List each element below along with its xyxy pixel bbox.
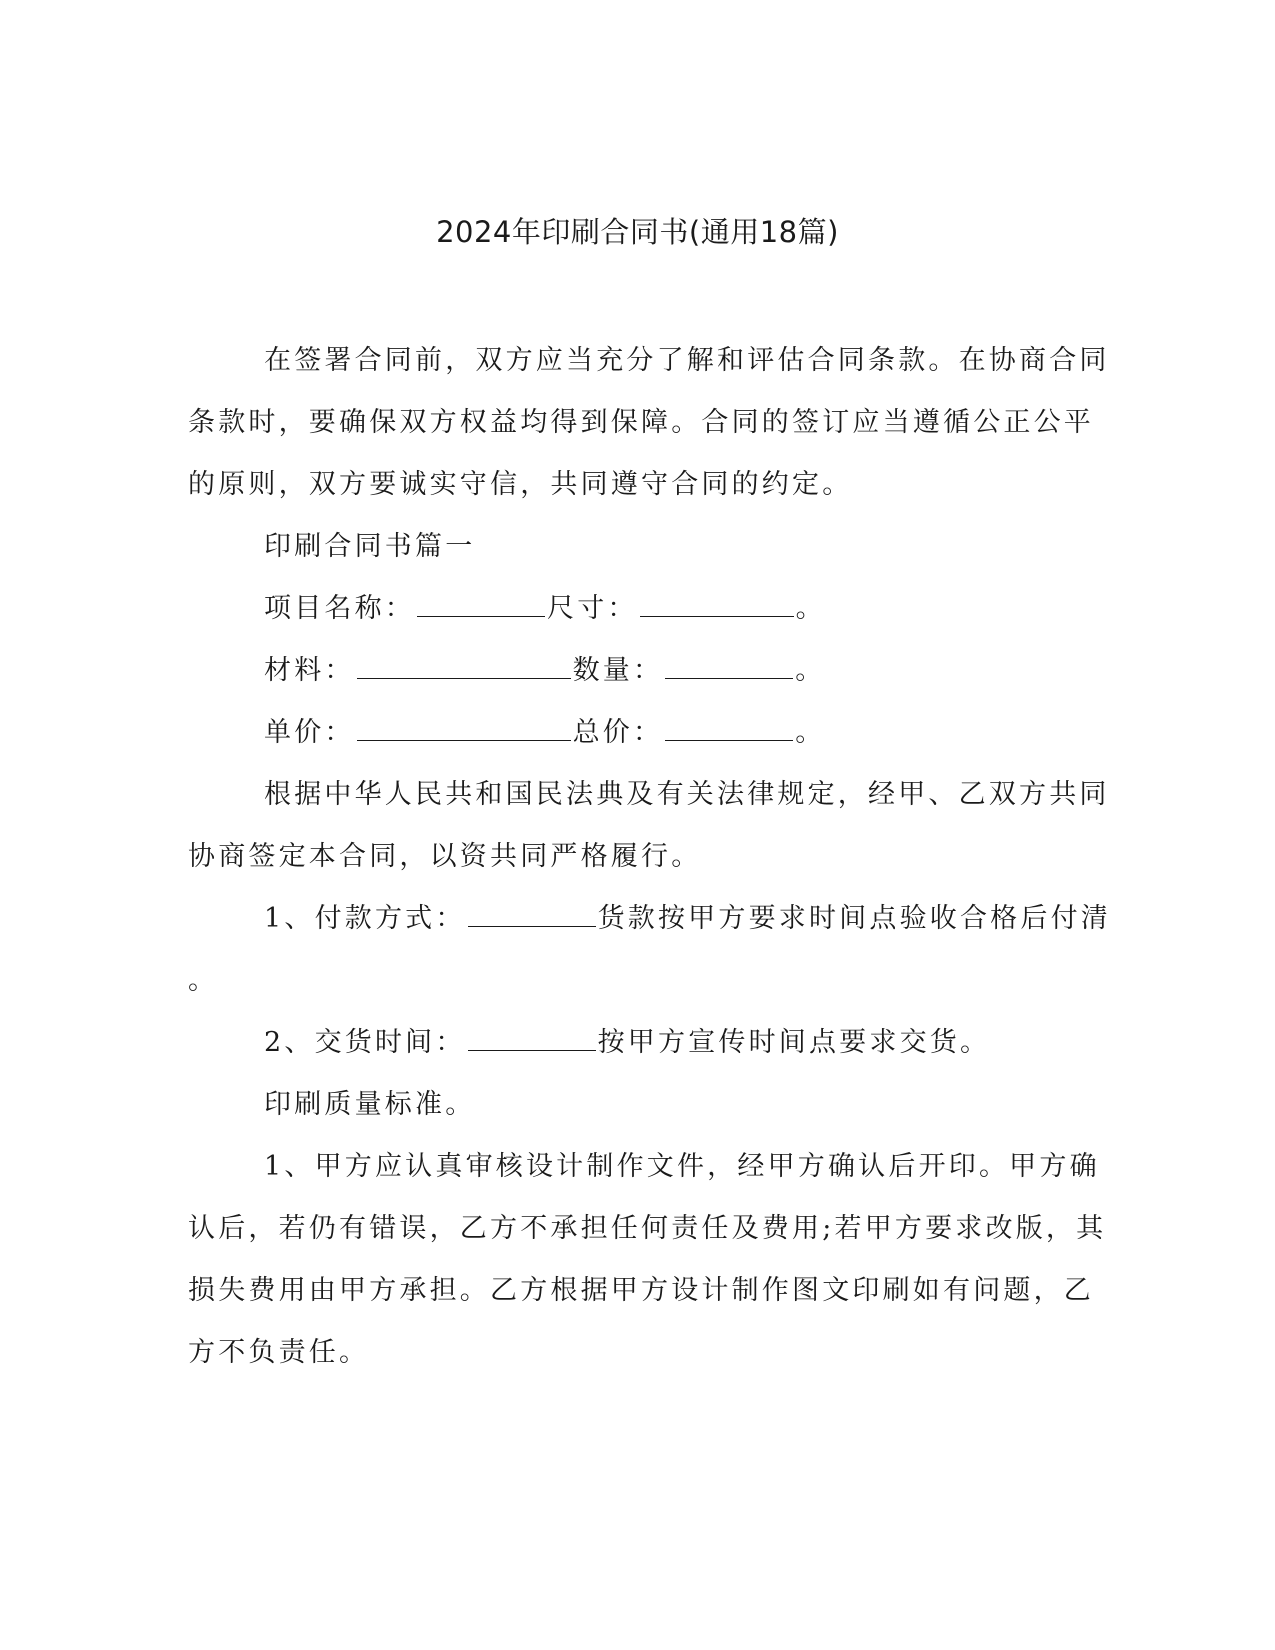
delivery-label: 2、交货时间： <box>264 1027 466 1058</box>
delivery-text: 按甲方宣传时间点要求交货。 <box>597 1027 991 1058</box>
unit-price-label: 单价： <box>264 717 355 748</box>
payment-tail: 。 <box>188 965 219 996</box>
intro-line: 条款时，要确保双方权益均得到保障。合同的签订应当遵循公正公平 <box>188 407 1094 438</box>
delivery-clause <box>188 1012 1068 1074</box>
material-blank <box>357 656 571 679</box>
document-body <box>188 330 1111 1384</box>
quality-line: 1、甲方应认真审核设计制作文件，经甲方确认后开印。甲方确 <box>264 1151 1100 1182</box>
quantity-label: 数量： <box>572 655 664 686</box>
quality-heading: 印刷质量标准。 <box>264 1089 476 1120</box>
field-row-material <box>188 640 1068 702</box>
project-name-blank <box>417 594 545 617</box>
document-title: 2024年印刷合同书(通用18篇) <box>436 215 839 249</box>
quality-line: 方不负责任。 <box>188 1337 370 1368</box>
payment-label: 1、付款方式： <box>264 903 466 934</box>
material-label: 材料： <box>264 655 355 686</box>
total-price-label: 总价： <box>572 717 664 748</box>
total-price-blank <box>665 718 793 741</box>
quantity-blank <box>665 656 793 679</box>
project-name-label: 项目名称： <box>264 593 415 624</box>
end-mark: 。 <box>795 593 826 624</box>
size-blank <box>640 594 794 617</box>
end-mark: 。 <box>795 717 826 748</box>
end-mark: 。 <box>795 655 826 686</box>
quality-line: 认后，若仍有错误，乙方不承担任何责任及费用;若甲方要求改版，其 <box>188 1213 1107 1244</box>
payment-clause <box>188 888 1111 950</box>
delivery-blank <box>468 1028 596 1051</box>
intro-line: 在签署合同前，双方应当充分了解和评估合同条款。在协商合同 <box>264 345 1110 376</box>
payment-blank <box>468 904 596 927</box>
payment-text: 货款按甲方要求时间点验收合格后付清 <box>597 903 1111 934</box>
size-label: 尺寸： <box>547 593 638 624</box>
field-row-project <box>188 578 1068 640</box>
field-row-price <box>188 702 1068 764</box>
basis-line: 根据中华人民共和国民法典及有关法律规定，经甲、乙双方共同 <box>264 779 1110 810</box>
basis-line: 协商签定本合同，以资共同严格履行。 <box>188 841 702 872</box>
quality-line: 损失费用由甲方承担。乙方根据甲方设计制作图文印刷如有问题，乙 <box>188 1275 1094 1306</box>
intro-line: 的原则，双方要诚实守信，共同遵守合同的约定。 <box>188 469 853 500</box>
section-heading: 印刷合同书篇一 <box>264 531 476 562</box>
unit-price-blank <box>357 718 571 741</box>
